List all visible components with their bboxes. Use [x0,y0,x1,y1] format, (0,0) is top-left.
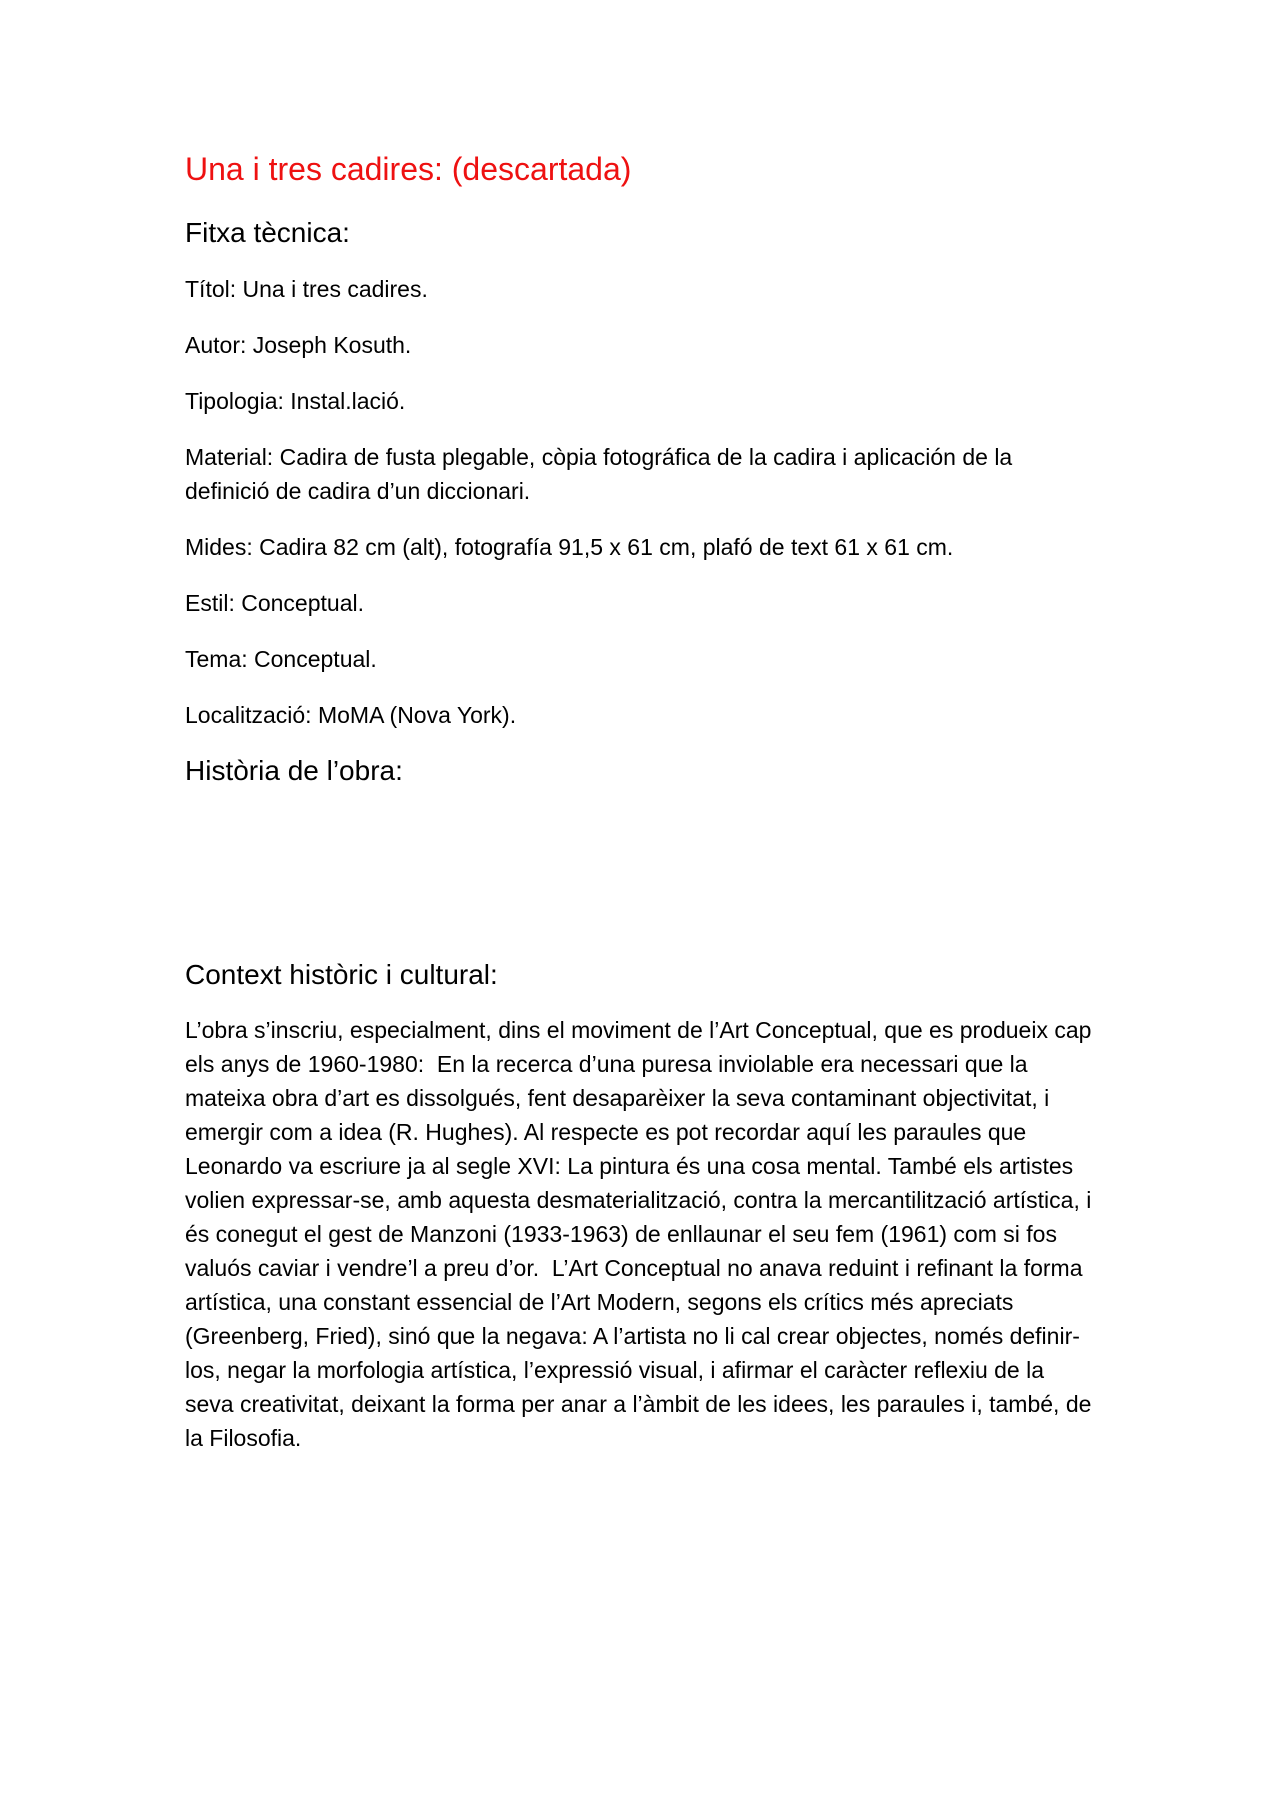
field-tema [185,642,1095,676]
field-label: Tema: [185,645,248,672]
field-label: Material: [185,443,274,470]
empty-section-space [185,810,1095,958]
field-value: Cadira 82 cm (alt), fotografía 91,5 x 61 cm, plafó de text 61 x 61 cm. [259,533,954,560]
document-title: Una i tres cadires: (descartada) [185,151,632,187]
field-value: Una i tres cadires. [242,275,428,302]
field-value: Joseph Kosuth. [252,331,412,358]
field-mides [185,530,1095,564]
historia-heading: Història de l’obra: [185,754,403,786]
field-label: Tipologia: [185,387,284,414]
field-label: Autor: [185,331,247,358]
field-estil [185,586,1095,620]
field-label: Mides: [185,533,253,560]
field-value: Conceptual. [241,589,364,616]
field-value: MoMA (Nova York). [317,701,517,728]
field-autor [185,328,1095,362]
field-value: Cadira de fusta plegable, còpia fotográfica de la cadira i aplicación de la definició de cadira d’un diccionari. [185,443,1013,504]
field-label: Estil: [185,589,235,616]
context-paragraph: L’obra s’inscriu, especialment, dins el moviment de l’Art Conceptual, que es produeix cap els anys de 1960-1980: En la recerca d’una puresa inviolable era necessari que la mateixa obra d’art es dissolgués, fent desaparèixer la seva contaminant objectivitat, i emergir com a idea (R. Hughes). Al respecte es pot recordar aquí les paraules que Leonardo va escriure ja al segle XVI: La pintura és una cosa mental. També els artistes volien expressar-se, amb aquesta desmaterialització, contra la mercantilització artística, i és conegut el gest de Manzoni (1933-1963) de enllaunar el seu fem (1961) com si fos valuós caviar i vendre’l a preu d’or. L’Art Conceptual no anava reduint i refinant la forma artística, una constant essencial de l’Art Modern, segons els crítics més apreciats (Greenberg, Fried), sinó que la negava: A l’artista no li cal crear objectes, només definir-los, negar la morfologia artística, l’expressió visual, i afirmar el caràcter reflexiu de la seva creativitat, deixant la forma per anar a l’àmbit de les idees, les paraules i, també, de la Filosofia. [185,1017,1098,1452]
field-label: Localització: [185,701,312,728]
field-titol [185,272,1095,306]
field-value: Conceptual. [254,645,377,672]
fitxa-tecnica-heading: Fitxa tècnica: [185,217,350,249]
context-heading: Context històric i cultural: [185,958,498,990]
field-label: Títol: [185,275,237,302]
field-localitzacio [185,698,1095,732]
field-value: Instal.lació. [290,387,406,414]
field-material [185,440,1095,508]
field-tipologia [185,384,1095,418]
